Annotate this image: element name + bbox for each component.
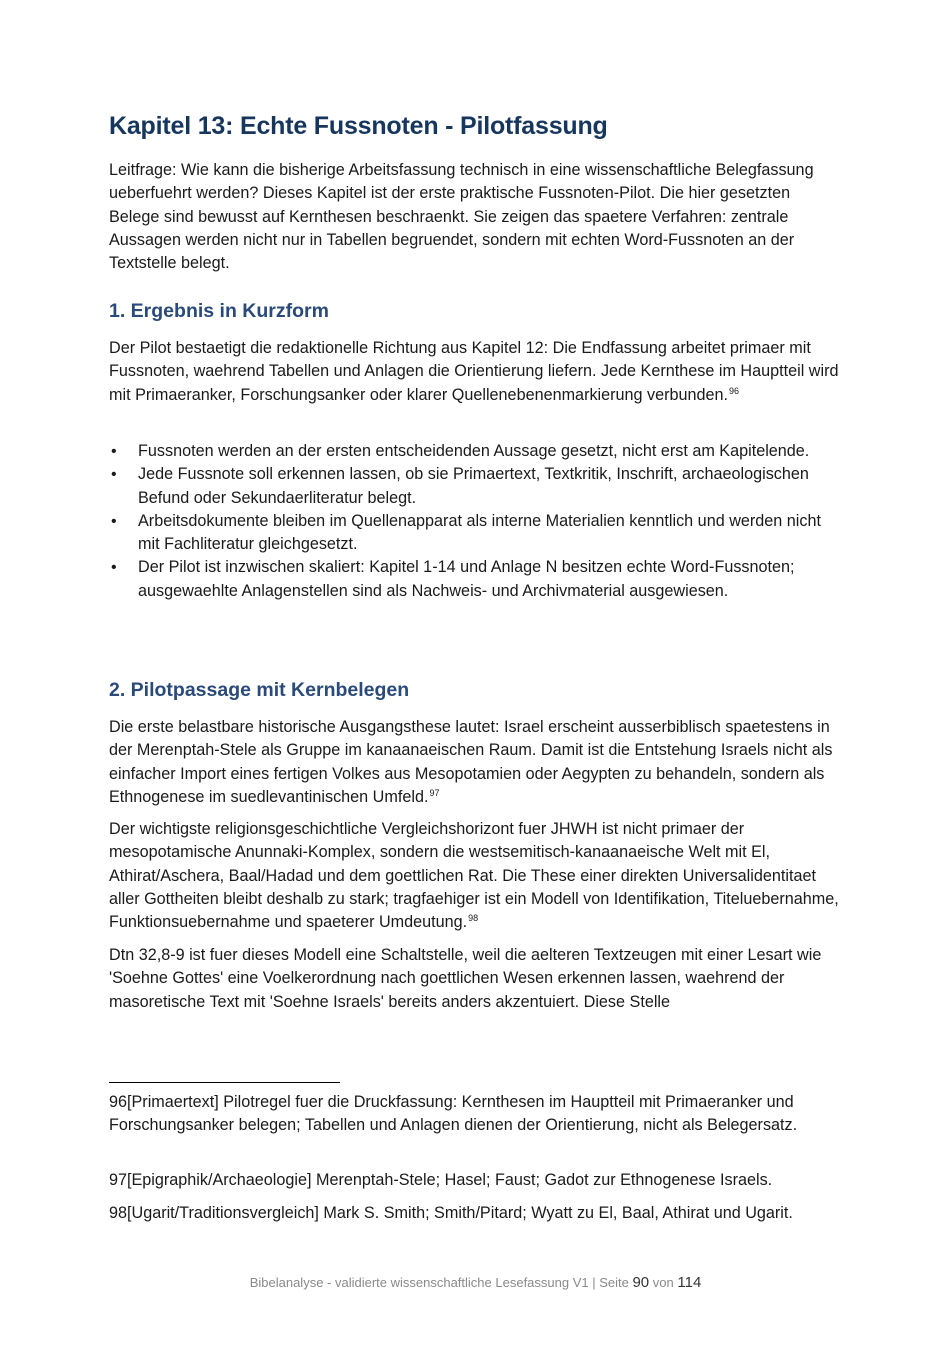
footnote-96: 96[Primaertext] Pilotregel fuer die Druckfassung: Kernthesen im Hauptteil mit Primaeranker und Forschungsanker belegen; Tabellen und Anlagen dienen der Orientierung, nicht als Belegersatz.	[109, 1093, 798, 1135]
section-1-heading: 1. Ergebnis in Kurzform	[109, 300, 329, 322]
footer-of: von	[652, 1275, 674, 1290]
footnote-ref-97[interactable]: 97	[429, 787, 440, 798]
footnote-98: 98[Ugarit/Traditionsvergleich] Mark S. Smith; Smith/Pitard; Wyatt zu El, Baal, Athirat und Ugarit.	[109, 1204, 793, 1222]
list-item	[109, 440, 844, 463]
bullet-icon: •	[111, 443, 117, 460]
bullet-icon: •	[111, 466, 117, 484]
list-item-text: Jede Fussnote soll erkennen lassen, ob sie Primaertext, Textkritik, Inschrift, archaeologischen Befund oder Sekundaerliteratur belegt.	[138, 465, 809, 507]
list-item	[109, 510, 844, 557]
page-total: 114	[677, 1274, 702, 1291]
bullet-list	[109, 440, 844, 603]
footnote-ref-96[interactable]: 96	[729, 385, 740, 396]
list-item	[109, 463, 844, 510]
page-number: 90	[632, 1274, 650, 1291]
list-item-text: Arbeitsdokumente bleiben im Quellenapparat als interne Materialien kenntlich und werden nicht mit Fachliteratur gleichgesetzt.	[138, 511, 821, 554]
section-2-paragraph-3: Dtn 32,8-9 ist fuer dieses Modell eine Schaltstelle, weil die aelteren Textzeugen mit einer Lesart wie 'Soehne Gottes' eine Voelkerordnung nach goettlichen Wesen erkennen lassen, waehrend der masoretische Text mit 'Soehne Israels' bereits anders akzentuiert. Diese Stelle	[109, 946, 822, 1011]
footnote-97: 97[Epigraphik/Archaeologie] Merenptah-Stele; Hasel; Faust; Gadot zur Ethnogenese Israels.	[109, 1171, 773, 1189]
chapter-title: Kapitel 13: Echte Fussnoten - Pilotfassung	[109, 112, 608, 140]
bullet-icon: •	[111, 559, 117, 577]
section-1-paragraph	[109, 337, 844, 407]
footnote-separator	[109, 1082, 340, 1083]
intro-paragraph: Leitfrage: Wie kann die bisherige Arbeitsfassung technisch in eine wissenschaftliche Belegfassung ueberfuehrt werden? Dieses Kapitel ist der erste praktische Fussnoten-Pilot. Die hier gesetzten Belege sind bewusst auf Kernthesen beschraenkt. Sie zeigen das spaetere Verfahren: zentrale Aussagen werden nicht nur in Tabellen begruendet, sondern mit echten Word-Fussnoten an der Textstelle belegt.	[109, 161, 814, 273]
list-item-text: Fussnoten werden an der ersten entscheidenden Aussage gesetzt, nicht erst am Kapitelende.	[138, 442, 810, 460]
section-2-p1-text: Die erste belastbare historische Ausgangsthese lautet: Israel erscheint ausserbiblisch spaetestens in der Merenptah-Stele als Gruppe im kanaanaeischen Raum. Damit ist die Entstehung Israels nicht als einfacher Import eines fertigen Volkes aus Mesopotamien oder Aegypten zu behandeln, sondern als Ethnogenese im suedlevantinischen Umfeld.	[109, 718, 833, 806]
section-1-text: Der Pilot bestaetigt die redaktionelle Richtung aus Kapitel 12: Die Endfassung arbeitet primaer mit Fussnoten, waehrend Tabellen und Anlagen die Orientierung liefern. Jede Kernthese im Hauptteil wird mit Primaeranker, Forschungsanker oder klarer Quellenebenenmarkierung verbunden.	[109, 339, 839, 404]
section-2-p2-text: Der wichtigste religionsgeschichtliche Vergleichshorizont fuer JHWH ist nicht primaer der mesopotamische Anunnaki-Komplex, sondern die westsemitisch-kanaanaeische Welt mit El, Athirat/Aschera, Baal/Hadad und dem goettlichen Rat. Die These einer direkten Universalidentitaet aller Gottheiten bleibt deshalb zu stark; tragfaehiger ist ein Modell von Identifikation, Titeluebernahme, Funktionsuebernahme und spaeterer Umdeutung.	[109, 820, 839, 932]
page-footer	[0, 1274, 951, 1291]
list-item	[109, 556, 844, 603]
section-2-heading: 2. Pilotpassage mit Kernbelegen	[109, 679, 410, 701]
section-2-paragraph-2	[109, 818, 844, 934]
footnote-ref-98[interactable]: 98	[468, 913, 479, 924]
section-2-paragraph-1	[109, 716, 844, 809]
bullet-icon: •	[111, 512, 117, 530]
footer-text: Bibelanalyse - validierte wissenschaftliche Lesefassung V1 | Seite	[249, 1275, 629, 1290]
list-item-text: Der Pilot ist inzwischen skaliert: Kapitel 1-14 und Anlage N besitzen echte Word-Fussnoten; ausgewaehlte Anlagenstellen sind als Nachweis- und Archivmaterial ausgewiesen.	[138, 558, 795, 600]
